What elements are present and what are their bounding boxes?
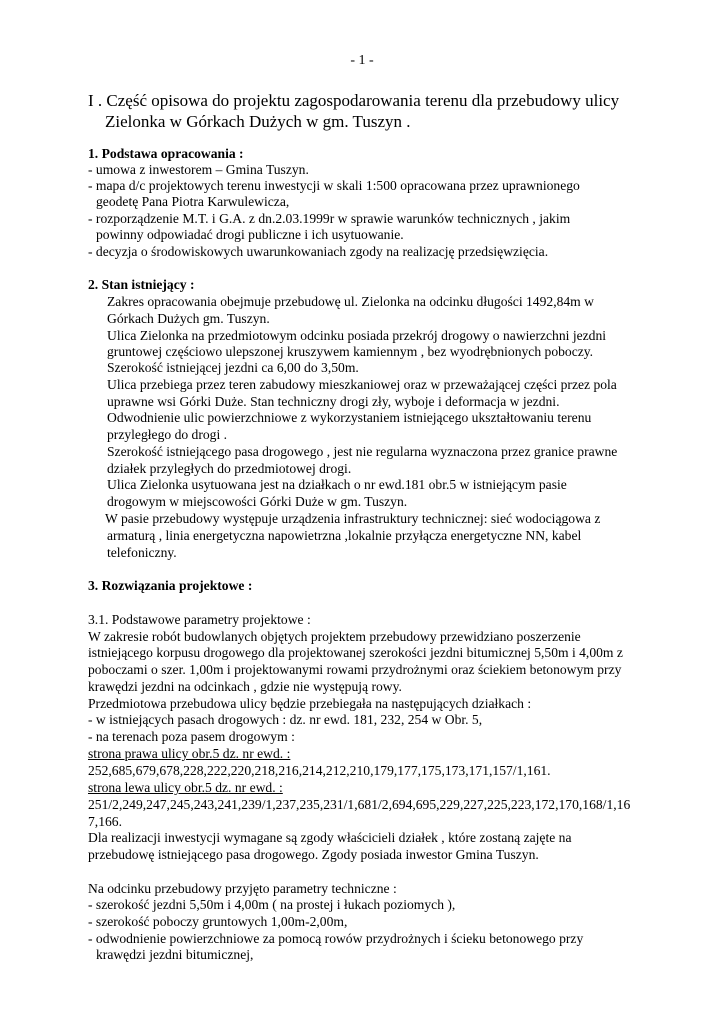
section2-line: Ulica Zielonka na przedmiotowym odcinku posiada przekrój drogowy o nawierzchni jezdni — [107, 328, 607, 343]
section3-line: istniejącego korpusu drogowego dla projektowanej szerokości jezdni bitumicznej 5,50m i 4,00m z — [88, 645, 623, 660]
section1-line: - umowa z inwestorem – Gmina Tuszyn. — [88, 162, 309, 177]
section1-line: geodetę Pana Piotra Karwulewicza, — [96, 194, 290, 209]
title-line-1: I . Część opisowa do projektu zagospodarowania terenu dla przebudowy ulicy — [88, 91, 620, 110]
section3-line: - w istniejących pasach drogowych : dz. nr ewd. 181, 232, 254 w Obr. 5, — [88, 712, 483, 727]
consent-line: Dla realizacji inwestycji wymagane są zgody właścicieli działek , które zostaną zajęte na — [88, 830, 572, 845]
section2-line: Szerokość istniejącej jezdni ca 6,00 do 3,50m. — [107, 360, 359, 375]
section2-line: przyległego do drogi . — [107, 427, 228, 442]
param-item: - szerokość poboczy gruntowych 1,00m-2,00m, — [88, 914, 348, 929]
section2-line: Ulica przebiega przez teren zabudowy mieszkaniowej oraz w przeważającej części przez pola — [107, 377, 617, 392]
section3-line: Przedmiotowa przebudowa ulicy będzie przebiegała na następujących działkach : — [88, 696, 532, 711]
section1-line: powinny odpowiadać drogi publiczne i ich usytuowanie. — [96, 227, 404, 242]
section1-line: - mapa d/c projektowych terenu inwestycji w skali 1:500 opracowana przez uprawnionego — [88, 178, 580, 193]
param-item: krawędzi jezdni bitumicznej, — [96, 947, 254, 962]
section3-line: poboczami o szer. 1,00m i projektowanymi rowami przydrożnymi oraz ściekiem betonowym przy — [88, 662, 622, 677]
section2-line: działek przyległych do przedmiotowej drogi. — [107, 461, 352, 476]
section3-line: W zakresie robót budowlanych objętych projektem przebudowy przewidziano poszerzenie — [88, 629, 581, 644]
section2-line: Szerokość istniejącego pasa drogowego , jest nie regularna wyznaczona przez granice prawne — [107, 444, 618, 459]
left-side-parcels-heading: strona lewa ulicy obr.5 dz. nr ewd. : — [88, 780, 283, 795]
right-side-parcels-heading: strona prawa ulicy obr.5 dz. nr ewd. : — [88, 746, 291, 761]
consent-line: przebudowę istniejącego pasa drogowego. Zgody posiada inwestor Gmina Tuszyn. — [88, 847, 539, 862]
title-line-2: Zielonka w Górkach Dużych w gm. Tuszyn . — [105, 112, 411, 131]
section3-heading: 3. Rozwiązania projektowe : — [88, 578, 253, 593]
left-side-parcels-list-cont: 7,166. — [88, 814, 122, 829]
right-side-parcels-list: 252,685,679,678,228,222,220,218,216,214,212,210,179,177,175,173,171,157/1,161. — [88, 763, 551, 778]
section2-line: Górkach Dużych gm. Tuszyn. — [107, 311, 270, 326]
section2-line: gruntowej częściowo ulepszonej kruszywem kamiennym , bez wyodrębnionych poboczy. — [107, 344, 594, 359]
section2-line: Ulica Zielonka usytuowana jest na działkach o nr ewd.181 obr.5 w istniejącym pasie — [107, 477, 567, 492]
param-item: - szerokość jezdni 5,50m i 4,00m ( na prostej i łukach poziomych ), — [88, 897, 456, 912]
params-intro: Na odcinku przebudowy przyjęto parametry techniczne : — [88, 881, 397, 896]
page-number: - 1 - — [350, 53, 374, 68]
section1-heading: 1. Podstawa opracowania : — [88, 146, 244, 161]
document-title — [88, 90, 688, 132]
section2-heading: 2. Stan istniejący : — [88, 277, 195, 292]
section2-line: Odwodnienie ulic powierzchniowe z wykorzystaniem istniejącego ukształtowaniu terenu — [107, 410, 592, 425]
section3-line: krawędzi jezdni na odcinkach , gdzie nie występują rowy. — [88, 679, 402, 694]
section1-line: - decyzja o środowiskowych uwarunkowaniach zgody na realizację przedsięwzięcia. — [88, 244, 549, 259]
section2-line: Zakres opracowania obejmuje przebudowę ul. Zielonka na odcinku długości 1492,84m w — [107, 294, 594, 309]
left-side-parcels-list: 251/2,249,247,245,243,241,239/1,237,235,231/1,681/2,694,695,229,227,225,223,172,170,168/1,16 — [88, 797, 631, 812]
section1-line: - rozporządzenie M.T. i G.A. z dn.2.03.1999r w sprawie warunków technicznych , jakim — [88, 211, 571, 226]
section2-line: W pasie przebudowy występuje urządzenia infrastruktury technicznej: sieć wodociągowa z — [105, 511, 601, 526]
section3-line: - na terenach poza pasem drogowym : — [88, 729, 295, 744]
section2-line: armaturą , linia energetyczna napowietrzna ,lokalnie przyłącza energetyczne NN, kabel — [107, 528, 582, 543]
section3-subheading: 3.1. Podstawowe parametry projektowe : — [88, 612, 311, 627]
section2-line: uprawne wsi Górki Duże. Stan techniczny drogi zły, wyboje i deformacja w jezdni. — [107, 394, 560, 409]
section2-line: telefoniczny. — [107, 545, 177, 560]
section2-line: drogowym w miejscowości Górki Duże w gm. Tuszyn. — [107, 494, 408, 509]
param-item: - odwodnienie powierzchniowe za pomocą rowów przydrożnych i ścieku betonowego przy — [88, 931, 584, 946]
